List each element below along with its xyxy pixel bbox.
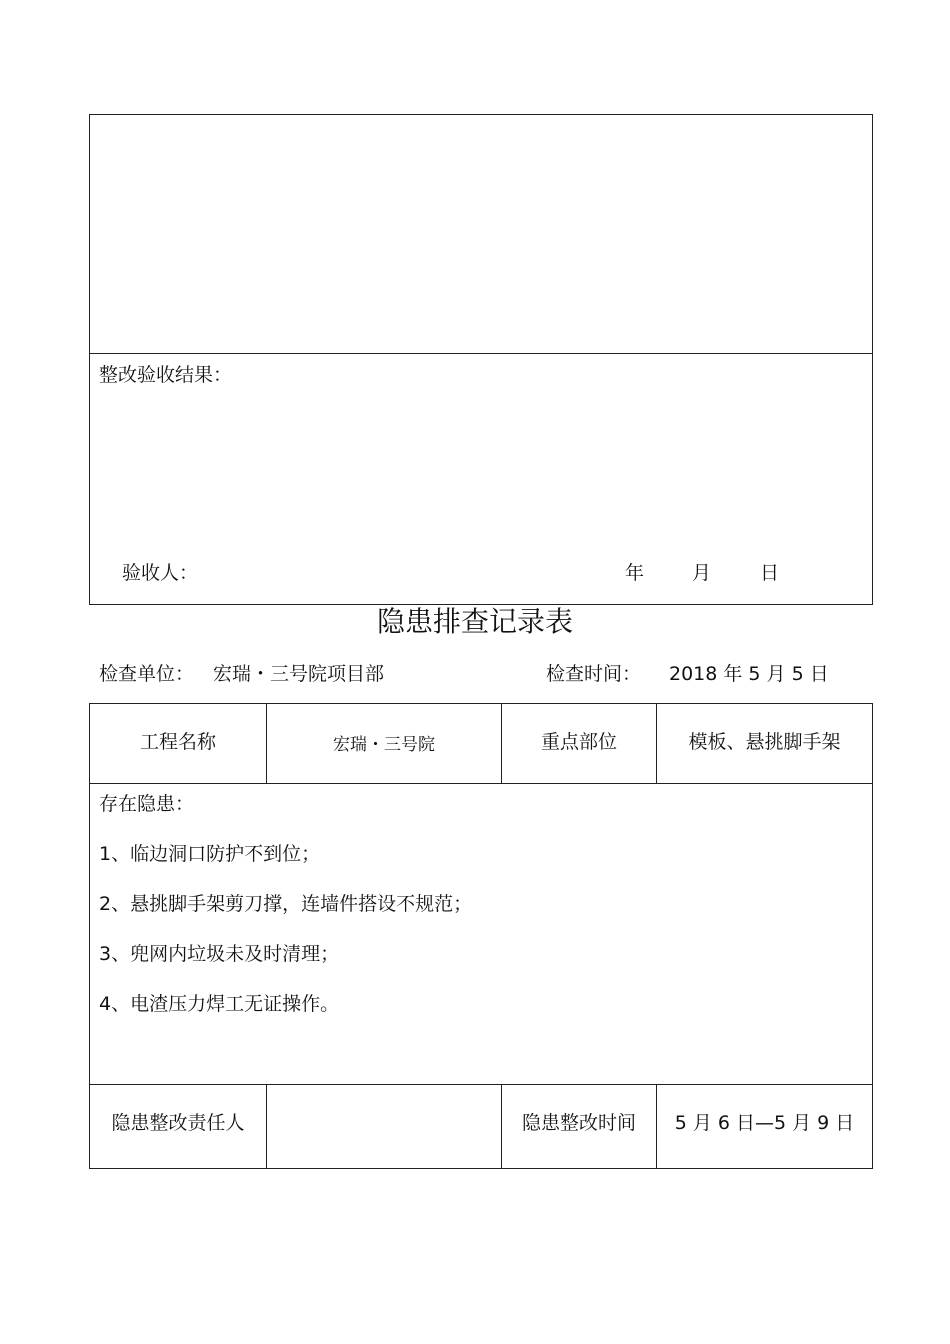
hazards-label: 存在隐患： (99, 793, 195, 815)
hazard-item-2: 2、悬挑脚手架剪刀撑，连墙件搭设不规范； (99, 893, 473, 915)
year-label: 年 (625, 562, 645, 584)
acceptance-result-label: 整改验收结果： (99, 364, 233, 386)
hazard-item-1: 1、临边洞口防护不到位； (99, 843, 321, 865)
hazard-item-4: 4、电渣压力焊工无证操作。 (99, 993, 340, 1015)
inspection-unit-label: 检查单位： (99, 663, 195, 685)
inspection-unit-value: 宏瑞・三号院项目部 (213, 663, 385, 685)
project-name-label: 工程名称 (139, 730, 216, 753)
key-part-value: 模板、悬挑脚手架 (688, 730, 841, 753)
month-label: 月 (692, 562, 712, 584)
page-title: 隐患排查记录表 (376, 605, 573, 638)
rectify-time-value: 5 月 6 日—5 月 9 日 (674, 1111, 855, 1134)
responsible-person-value (267, 1085, 501, 1157)
previous-form-divider (89, 353, 873, 354)
previous-form-box (89, 114, 873, 605)
acceptor-label: 验收人： (122, 562, 199, 584)
day-label: 日 (760, 562, 780, 584)
project-name-value: 宏瑞・三号院 (333, 734, 435, 755)
inspection-time-label: 检查时间： (546, 663, 642, 685)
inspection-time-value: 2018 年 5 月 5 日 (669, 663, 829, 685)
hazard-item-3: 3、兜网内垃圾未及时清理； (99, 943, 340, 965)
table-row-divider-1 (89, 783, 873, 784)
key-part-label: 重点部位 (540, 730, 617, 753)
rectify-time-label: 隐患整改时间 (521, 1111, 636, 1134)
responsible-person-label: 隐患整改责任人 (111, 1111, 245, 1134)
